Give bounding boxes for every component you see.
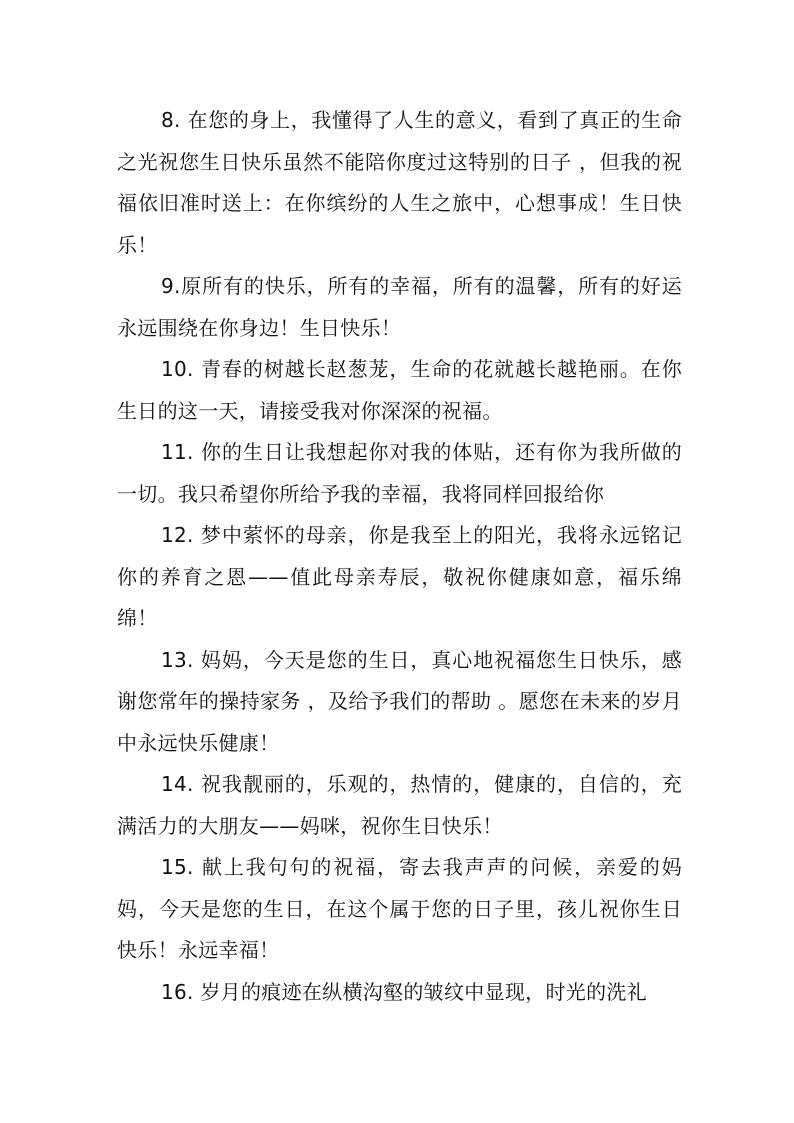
paragraph-8: 8. 在您的身上，我懂得了人生的意义，看到了真正的生命之光祝您生日快乐虽然不能陪你度过这特别的日子 ，但我的祝福依旧准时送上：在你缤纷的人生之旅中，心想事成！生日快乐！ [117,108,682,257]
paragraph-16: 16. 岁月的痕迹在纵横沟壑的皱纹中显现，时光的洗礼 [161,979,647,1004]
paragraph-10: 10. 青春的树越长赵葱茏，生命的花就越长越艳丽。在你生日的这一天，请接受我对你深深的祝福。 [117,357,682,423]
paragraph-13: 13. 妈妈，今天是您的生日，真心地祝福您生日快乐，感谢您常年的操持家务 ，及给予我们的帮助 。愿您在未来的岁月中永远快乐健康！ [117,647,682,755]
paragraph-12: 12. 梦中萦怀的母亲，你是我至上的阳光，我将永远铭记你的养育之恩——值此母亲寿辰，敬祝你健康如意，福乐绵绵！ [117,523,682,630]
paragraph-15: 15. 献上我句句的祝福，寄去我声声的问候，亲爱的妈妈，今天是您的生日，在这个属于您的日子里，孩儿祝你生日快乐！永远幸福！ [117,855,682,962]
paragraph-14: 14. 祝我靓丽的，乐观的，热情的，健康的，自信的，充满活力的大朋友——妈咪，祝你生日快乐！ [117,772,682,838]
paragraph-9: 9.原所有的快乐，所有的幸福，所有的温馨，所有的好运永远围绕在你身边！生日快乐！ [117,274,682,340]
paragraph-11: 11. 你的生日让我想起你对我的体贴，还有你为我所做的一切。我只希望你所给予我的幸福，我将同样回报给你 [117,440,682,506]
document-body [117,100,682,1013]
